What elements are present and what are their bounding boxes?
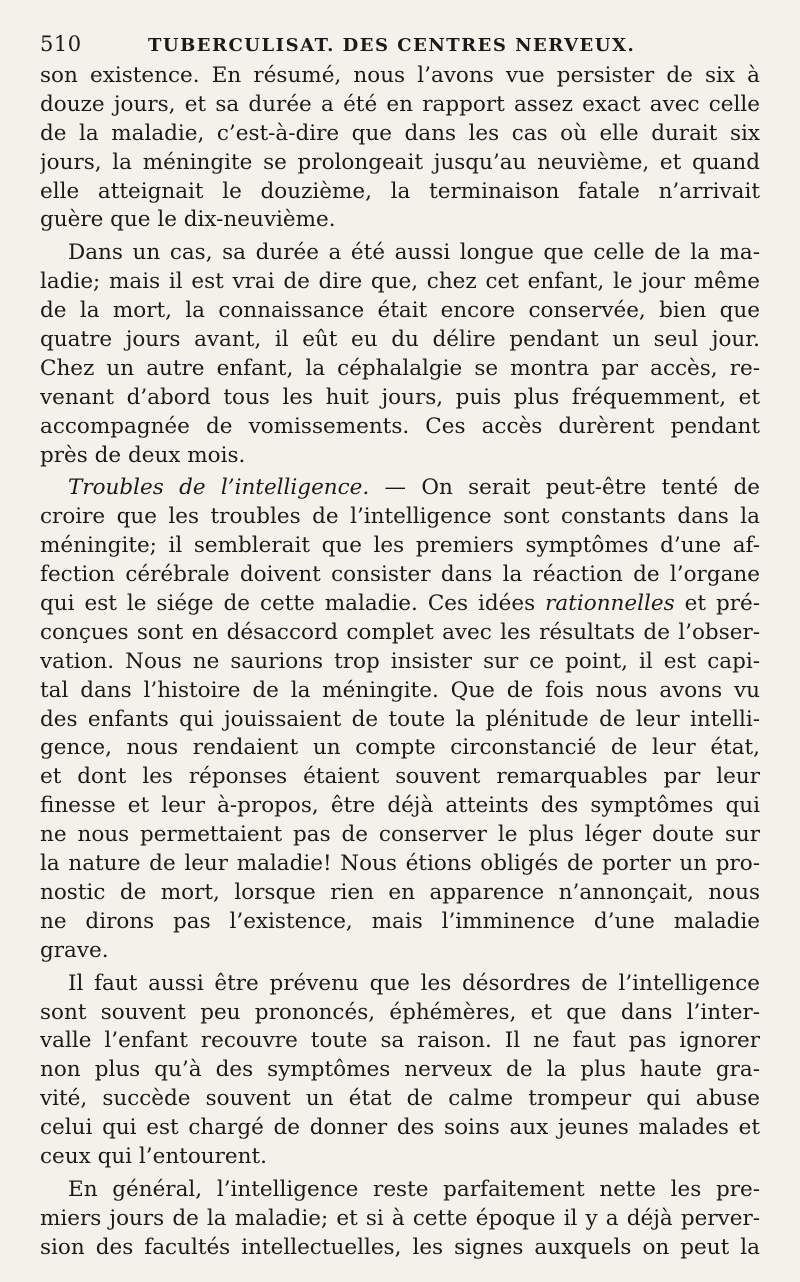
text-line [40, 91, 760, 120]
page-header [40, 32, 760, 62]
text-line [40, 268, 760, 297]
text-line [40, 442, 760, 471]
text-line [40, 1205, 760, 1234]
line-text: ne nous permettaient pas de conserver le plus léger doute sur [40, 822, 760, 848]
text-line [40, 413, 760, 442]
line-text: et dont les réponses étaient souvent remarquables par leur [40, 764, 760, 790]
text-line [40, 561, 760, 590]
text-line [40, 1143, 760, 1172]
line-text: — On serait peut-être tenté de [369, 475, 760, 501]
line-text: guère que le dix-neuvième. [40, 207, 336, 233]
line-text: sion des facultés intellectuelles, les signes auxquels on peut la [40, 1234, 760, 1260]
text-line [40, 297, 760, 326]
line-text: jours, la méningite se prolongeait jusqu’au neuvième, et quand [40, 149, 760, 175]
line-text: croire que les troubles de l’intelligence sont constants dans la [40, 504, 760, 530]
line-text: Il faut aussi être prévenu que les désordres de l’intelligence [68, 970, 760, 996]
text-line [40, 1056, 760, 1085]
text-line [40, 970, 760, 999]
text-line [40, 677, 760, 706]
text-line [40, 326, 760, 355]
line-text: et pré- [674, 591, 760, 617]
text-line [40, 999, 760, 1028]
line-text: des enfants qui jouissaient de toute la plénitude de leur intelli- [40, 706, 760, 732]
text-line [40, 120, 760, 149]
text-line [40, 792, 760, 821]
line-text: celui qui est chargé de donner des soins aux jeunes malades et [40, 1115, 760, 1141]
text-line [40, 821, 760, 850]
line-text: finesse et leur à-propos, être déjà atteints des symptômes qui [40, 793, 760, 819]
line-text: grave. [40, 937, 109, 963]
line-text: près de deux mois. [40, 442, 246, 468]
text-line [40, 763, 760, 792]
text-line [40, 1027, 760, 1056]
text-line [40, 908, 760, 937]
page-number: 510 [40, 32, 82, 56]
text-line [40, 149, 760, 178]
text-line [40, 1085, 760, 1114]
line-text: qui est le siége de cette maladie. Ces idées [40, 591, 546, 617]
text-line [40, 850, 760, 879]
line-text: vité, succède souvent un état de calme trompeur qui abuse [40, 1086, 760, 1112]
emphasis: rationnelles [545, 591, 675, 617]
text-line [40, 355, 760, 384]
text-line [40, 734, 760, 763]
line-text: conçues sont en désaccord complet avec les résultats de l’obser- [40, 619, 760, 645]
text-line [40, 590, 760, 619]
text-line [40, 384, 760, 413]
text-line [40, 937, 760, 966]
line-text: vation. Nous ne saurions trop insister sur ce point, il est capi- [40, 648, 760, 674]
text-line [40, 706, 760, 735]
text-line [40, 619, 760, 648]
line-text: nostic de mort, lorsque rien en apparence n’annonçait, nous [40, 879, 760, 905]
line-text: tal dans l’histoire de la méningite. Que de fois nous avons vu [40, 677, 760, 703]
line-text: Dans un cas, sa durée a été aussi longue que celle de la ma- [68, 240, 760, 266]
line-text: non plus qu’à des symptômes nerveux de la plus haute gra- [40, 1057, 760, 1083]
text-line [40, 879, 760, 908]
line-text: douze jours, et sa durée a été en rapport assez exact avec celle [40, 91, 760, 117]
text-line [40, 648, 760, 677]
text-line [40, 62, 760, 91]
line-text: accompagnée de vomissements. Ces accès durèrent pendant [40, 413, 760, 439]
line-text: quatre jours avant, il eût eu du délire pendant un seul jour. [40, 327, 760, 353]
line-text: ceux qui l’entourent. [40, 1143, 267, 1169]
line-text: la nature de leur maladie! Nous étions obligés de porter un pro- [40, 851, 760, 877]
line-text: sont souvent peu prononcés, éphémères, et que dans l’inter- [40, 999, 760, 1025]
line-text: de la maladie, c’est-à-dire que dans les cas où elle durait six [40, 120, 760, 146]
line-text: ne dirons pas l’existence, mais l’imminence d’une maladie [40, 908, 760, 934]
text-line [40, 1114, 760, 1143]
line-text: elle atteignait le douzième, la terminaison fatale n’arrivait [40, 178, 760, 204]
line-text: son existence. En résumé, nous l’avons vue persister de six à [40, 63, 760, 88]
text-line [40, 1234, 760, 1263]
line-text: de la mort, la connaissance était encore conservée, bien que [40, 298, 760, 324]
line-text: gence, nous rendaient un compte circonstancié de leur état, [40, 735, 760, 761]
section-heading: Troubles de l’intelligence. [68, 475, 370, 501]
line-text: méningite; il semblerait que les premiers symptômes d’une af- [40, 533, 760, 559]
line-text: Chez un autre enfant, la céphalalgie se montra par accès, re- [40, 355, 760, 381]
line-text: ladie; mais il est vrai de dire que, chez cet enfant, le jour même [40, 269, 760, 295]
line-text: En général, l’intelligence reste parfaitement nette les pre- [68, 1176, 760, 1202]
line-text: miers jours de la maladie; et si à cette époque il y a déjà perver- [40, 1205, 760, 1231]
text-line [40, 239, 760, 268]
line-text: fection cérébrale doivent consister dans la réaction de l’organe [40, 562, 760, 588]
line-text: venant d’abord tous les huit jours, puis plus fréquemment, et [40, 384, 760, 410]
text-line [40, 474, 760, 503]
body-text [40, 62, 760, 1263]
line-text: valle l’enfant recouvre toute sa raison. Il ne faut pas ignorer [40, 1028, 760, 1054]
text-line [40, 206, 760, 235]
text-line [40, 532, 760, 561]
text-line [40, 503, 760, 532]
text-line [40, 1176, 760, 1205]
running-head: TUBERCULISAT. DES CENTRES NERVEUX. [148, 35, 636, 56]
text-line [40, 178, 760, 207]
